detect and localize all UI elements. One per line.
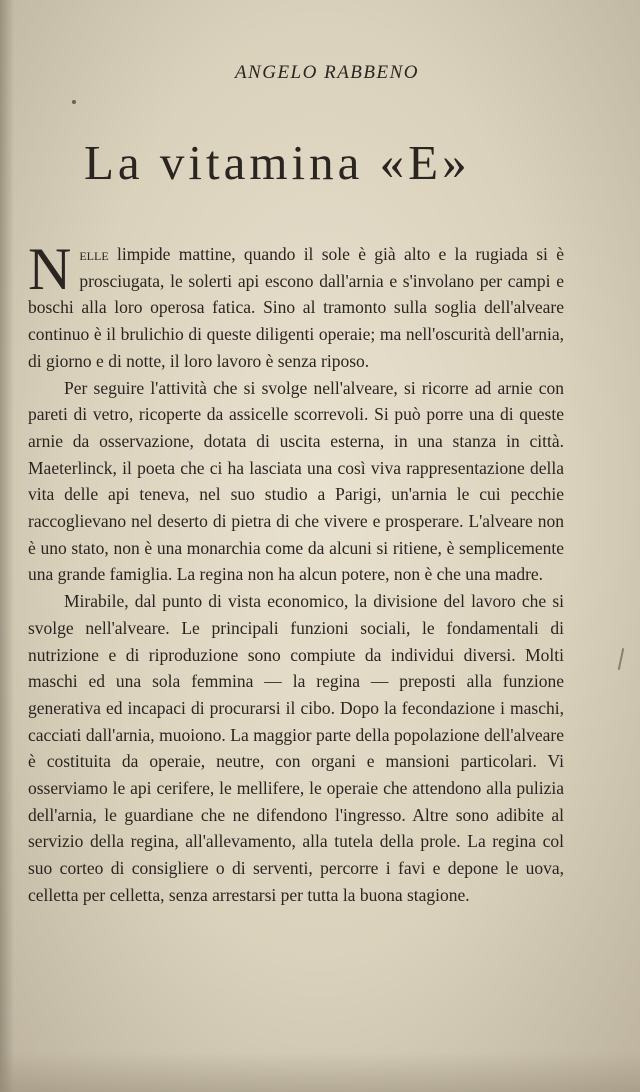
paragraph-1-text: limpide mattine, quando il sole è già alto e la rugiada si è prosciugata, le solerti api escono dall'arnia e s'involano per campi e boschi alla loro operosa fatica. Sino al tramonto sulla soglia dell'alveare continuo è il brulichio di queste diligenti operaie; ma nell'oscurità dell'arnia, di giorno e di notte, il loro lavoro è senza riposo. (28, 244, 564, 371)
running-header-author: ANGELO RABBENO (234, 62, 420, 83)
pencil-mark (618, 648, 625, 670)
page-shadow-bottom (0, 1052, 640, 1092)
article-body (28, 236, 564, 909)
first-word-rest: elle (79, 244, 109, 264)
page-shadow-left (0, 0, 14, 1092)
drop-cap: N (28, 236, 72, 302)
article-title: La vitamina «E» (84, 135, 471, 190)
paragraph-1 (28, 236, 564, 375)
paragraph-2: Per seguire l'attività che si svolge nell'alveare, si ricorre ad arnie con pareti di vetro, ricoperte da assicelle scorrevoli. Si può porre una di queste arnie da osservazione, dotata di uscita esterna, in una stanza in città. Maeterlinck, il poeta che ci ha lasciata una così viva rappresentazione della vita delle api teneva, nel suo studio a Parigi, un'arnia le cui pecchie raccoglievano nel deserto di pietra di che vivere e prosperare. L'alveare non è uno stato, non è una monarchia come da alcuni si ritiene, è semplicemente una grande famiglia. La regina non ha alcun potere, non è che una madre. (28, 377, 564, 585)
paragraph-3: Mirabile, dal punto di vista economico, la divisione del lavoro che si svolge nell'alveare. Le principali funzioni sociali, le fondamentali di nutrizione e di riproduzione sono compiute da individui diversi. Molti maschi ed una sola femmina — la regina — preposti alla funzione generativa ed incapaci di procurarsi il cibo. Dopo la fecondazione i maschi, cacciati dall'arnia, muoiono. La maggior parte della popolazione dell'alveare è costituita da operaie, neutre, con organi e mansioni particolari. Vi osserviamo le api cerifere, le mellifere, le operaie che attendono alla pulizia dell'arnia, le guardiane che ne difendono l'ingresso. Altre sono adibite al servizio della regina, all'allevamento, alla tutela della prole. La regina col suo corteo di consigliere o di serventi, percorre i favi e depone le uova, celletta per celletta, senza arrestarsi per tutta la buona stagione. (28, 591, 564, 905)
ink-speck (72, 100, 76, 104)
